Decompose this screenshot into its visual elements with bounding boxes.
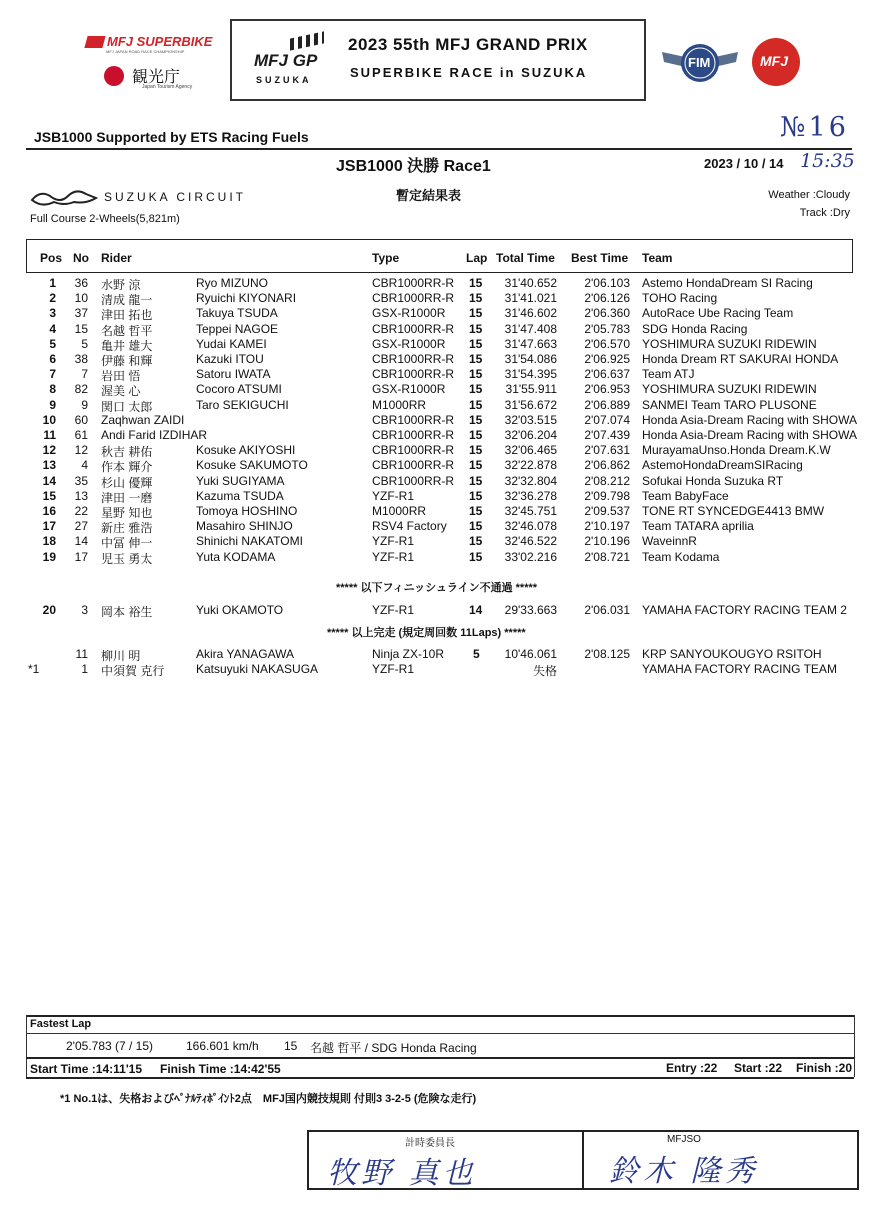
fastest-lap-speed: 166.601 km/h — [186, 1039, 259, 1053]
cell-rider-en: Taro SEKIGUCHI — [196, 397, 289, 412]
signature-divider — [582, 1132, 584, 1188]
cell-best-time: 2'06.360 — [584, 306, 630, 321]
cell-rider-en: Akira YANAGAWA — [196, 647, 295, 661]
cell-type: M1000RR — [372, 504, 427, 518]
cell-rider-en: Kazuki ITOU — [196, 352, 264, 366]
cell-type: CBR1000RR-R — [372, 291, 455, 306]
cell-team: WaveinnR — [642, 534, 697, 549]
col-type: Type — [372, 251, 400, 265]
cell-rider-jp: 岩田 悟 — [101, 369, 141, 384]
cell-rider-en: Masahiro SHINJO — [196, 519, 293, 534]
fastest-lap-top-rule — [26, 1015, 854, 1017]
cell-best-time: 2'06.925 — [584, 352, 630, 366]
cell-no: 37 — [74, 306, 88, 321]
cell-lap: 15 — [469, 549, 483, 564]
finish-time: Finish Time :14:42'55 — [160, 1062, 281, 1076]
cell-pos: 6 — [49, 352, 56, 366]
penalty-note: *1 No.1は、失格およびﾍﾟﾅﾙﾃｨﾎﾟｲﾝﾄ2点 MFJ国内競技規則 付則3 3-2-5 (危険な走行) — [60, 1093, 477, 1105]
cell-total-time: 31'41.021 — [504, 291, 557, 306]
cell-lap: 15 — [469, 473, 483, 488]
cell-total-time: 32'06.465 — [504, 443, 557, 458]
cell-best-time: 2'05.783 — [584, 321, 630, 336]
finish-count: Finish :20 — [796, 1061, 853, 1075]
cell-best-time: 2'07.074 — [584, 412, 630, 427]
cell-total-time: 32'03.515 — [504, 412, 557, 427]
cell-lap: 15 — [469, 276, 483, 290]
cell-pos: 12 — [42, 443, 56, 458]
cell-no: 4 — [81, 458, 88, 473]
cell-rider-en: Yuki SUGIYAMA — [196, 473, 285, 488]
col-total-time: Total Time — [496, 251, 555, 265]
cell-best-time: 2'06.953 — [584, 382, 630, 397]
cell-team: Honda Asia-Dream Racing with SHOWA — [642, 412, 857, 427]
cell-team: Team TATARA aprilia — [642, 519, 754, 534]
cell-team: YOSHIMURA SUZUKI RIDEWIN — [642, 336, 817, 351]
cell-team: YAMAHA FACTORY RACING TEAM — [642, 662, 837, 676]
cell-team: Team BabyFace — [642, 488, 729, 503]
cell-team: SANMEI Team TARO PLUSONE — [642, 397, 817, 412]
cell-lap: 15 — [469, 504, 483, 518]
cell-rider-en: Kosuke SAKUMOTO — [196, 458, 308, 473]
fastest-lap-time: 2'05.783 (7 / 15) — [66, 1039, 154, 1053]
course-info: Full Course 2-Wheels(5,821m) — [30, 213, 180, 225]
cell-rider-jp: 名越 哲平 — [101, 323, 153, 338]
cell-team: AstemoHondaDreamSIRacing — [642, 458, 803, 473]
cell-no: 9 — [81, 397, 88, 412]
cell-pos: 13 — [42, 458, 56, 473]
cell-lap: 15 — [469, 397, 483, 412]
cell-team: TONE RT SYNCEDGE4413 BMW — [642, 504, 825, 518]
cell-best-time: 2'06.637 — [584, 367, 630, 382]
cell-pos: 2 — [49, 291, 56, 306]
cell-rider-jp: 水野 涼 — [101, 278, 141, 292]
cell-lap: 15 — [469, 428, 483, 442]
cell-type: CBR1000RR-R — [372, 428, 455, 442]
cell-lap: 15 — [469, 291, 483, 306]
cell-type: YZF-R1 — [372, 549, 414, 564]
cell-rider-en: Yuki OKAMOTO — [196, 603, 284, 617]
summary-top-rule — [26, 1057, 854, 1059]
cell-rider-jp: 児玉 勇太 — [101, 551, 153, 566]
cell-lap: 15 — [469, 336, 483, 351]
cell-team: AutoRace Ube Racing Team — [642, 306, 794, 321]
col-rider: Rider — [101, 251, 132, 265]
race-title: JSB1000 決勝 Race1 — [336, 158, 491, 175]
cell-rider-jp: Andi Farid IZDIHAR — [101, 428, 208, 442]
cell-no: 36 — [74, 276, 88, 290]
cell-rider-jp: 渥美 心 — [101, 384, 141, 399]
timing-chief-label: 計時委員長 — [405, 1138, 455, 1149]
cell-mark: *1 — [28, 662, 40, 676]
cell-total-time: 31'47.408 — [504, 321, 557, 336]
cell-pos: 14 — [42, 473, 56, 488]
race-time-handwritten: 15:35 — [800, 150, 855, 172]
cell-rider-en: Cocoro ATSUMI — [196, 382, 282, 397]
cell-type: YZF-R1 — [372, 488, 414, 503]
cell-best-time: 2'10.197 — [584, 519, 630, 534]
cell-team: Honda Dream RT SAKURAI HONDA — [642, 352, 839, 366]
fastest-lap-no: 15 — [284, 1039, 298, 1053]
cell-no: 35 — [74, 473, 88, 488]
cell-type: CBR1000RR-R — [372, 473, 455, 488]
cell-type: RSV4 Factory — [372, 519, 447, 534]
cell-rider-en: Yuta KODAMA — [196, 549, 276, 564]
cell-pos: 3 — [49, 306, 56, 321]
cell-total-time: 33'02.216 — [504, 549, 557, 564]
cell-best-time: 2'07.439 — [584, 428, 630, 442]
cell-no: 11 — [75, 647, 88, 661]
circuit-outline-icon — [30, 188, 100, 208]
cell-type: Ninja ZX-10R — [372, 647, 445, 661]
cell-total-time: 32'36.278 — [504, 488, 557, 503]
cell-best-time: 2'06.570 — [584, 336, 630, 351]
cell-type: YZF-R1 — [372, 603, 414, 617]
cell-type: CBR1000RR-R — [372, 367, 455, 382]
cell-rider-en: Katsuyuki NAKASUGA — [196, 662, 319, 676]
results-subtitle: 暫定結果表 — [396, 188, 462, 203]
cell-pos: 7 — [49, 367, 56, 382]
cell-rider-jp: 伊藤 和輝 — [101, 354, 153, 368]
results-header-box — [26, 239, 853, 273]
cell-best-time: 2'08.721 — [584, 549, 630, 564]
race-date: 2023 / 10 / 14 — [704, 156, 784, 171]
mfj-logo: MFJ — [752, 38, 800, 86]
not-finished-separator: ***** 以下フィニッシュライン不通過 ***** — [336, 582, 538, 594]
cell-no: 3 — [81, 603, 88, 617]
cell-pos: 15 — [42, 488, 56, 503]
cell-rider-en: Kosuke AKIYOSHI — [196, 443, 296, 458]
cell-rider-jp: 関口 太郎 — [101, 399, 153, 414]
cell-pos: 10 — [42, 412, 56, 427]
cell-type: CBR1000RR-R — [372, 352, 455, 366]
cell-rider-en: Teppei NAGOE — [196, 321, 279, 336]
cell-lap: 15 — [469, 382, 483, 397]
cell-total-time: 31'55.911 — [505, 382, 557, 397]
cell-rider-jp: 津田 一磨 — [101, 490, 153, 505]
cell-rider-jp: 岡本 裕生 — [101, 605, 153, 619]
completed-separator: ***** 以上完走 (規定周回数 11Laps) ***** — [327, 627, 526, 639]
cell-type: M1000RR — [372, 397, 427, 412]
cell-no: 27 — [74, 519, 88, 534]
cell-best-time: 2'08.125 — [584, 647, 630, 661]
summary-bottom-rule — [26, 1077, 854, 1079]
cell-total-time: 31'56.672 — [504, 397, 557, 412]
mfj-gp-suzuka-logo: MFJ GP SUZUKA — [250, 35, 340, 90]
cell-type: CBR1000RR-R — [372, 443, 455, 458]
cell-type: GSX-R1000R — [372, 336, 446, 351]
suzuka-circuit-logo: SUZUKA CIRCUIT — [30, 186, 270, 210]
col-no: No — [73, 251, 89, 265]
cell-total-time: 32'06.204 — [504, 428, 557, 442]
cell-rider-jp: 杉山 優輝 — [101, 475, 153, 490]
cell-team: Astemo HondaDream SI Racing — [642, 276, 813, 290]
cell-team: MurayamaUnso.Honda Dream.K.W — [642, 443, 831, 458]
cell-rider-jp: Zaqhwan ZAIDI — [101, 412, 185, 427]
mfjso-label: MFJSO — [667, 1134, 701, 1145]
cell-lap: 15 — [469, 534, 483, 549]
cell-best-time: 2'06.126 — [584, 291, 630, 306]
cell-total-time: 32'32.804 — [504, 473, 557, 488]
fastest-lap-mid-rule — [26, 1033, 854, 1034]
cell-no: 82 — [74, 382, 88, 397]
cell-pos: 17 — [42, 519, 56, 534]
start-time: Start Time :14:11'15 — [30, 1062, 143, 1076]
cell-lap: 15 — [469, 458, 483, 473]
cell-pos: 20 — [42, 603, 56, 617]
cell-lap: 15 — [469, 488, 483, 503]
cell-rider-en: Shinichi NAKATOMI — [196, 534, 303, 549]
cell-type: YZF-R1 — [372, 662, 414, 676]
cell-team: Team ATJ — [642, 367, 695, 382]
superbike-flag-icon — [84, 36, 105, 48]
cell-rider-en: Satoru IWATA — [196, 367, 271, 382]
cell-total-time: 29'33.663 — [504, 603, 557, 617]
cell-rider-jp: 津田 拓也 — [101, 308, 153, 323]
cell-best-time: 2'06.103 — [584, 276, 630, 290]
cell-rider-en: Tomoya HOSHINO — [196, 504, 298, 518]
weather: Weather :Cloudy — [768, 189, 850, 201]
cell-lap: 15 — [469, 443, 483, 458]
cell-lap: 15 — [469, 321, 483, 336]
cell-rider-jp: 作本 輝介 — [101, 460, 153, 475]
fim-logo: FIM — [658, 38, 742, 88]
cell-total-time: 32'46.078 — [504, 519, 557, 534]
cell-no: 60 — [74, 412, 88, 427]
cell-rider-jp: 中冨 伸一 — [101, 536, 153, 551]
cell-team: YAMAHA FACTORY RACING TEAM 2 — [642, 603, 847, 617]
cell-no: 1 — [81, 662, 88, 676]
col-pos: Pos — [40, 251, 63, 265]
cell-lap: 15 — [469, 519, 483, 534]
cell-no: 17 — [74, 549, 88, 564]
mfjso-signature: 鈴木 隆秀 — [609, 1154, 759, 1189]
cell-no: 15 — [74, 321, 88, 336]
start-count: Start :22 — [734, 1061, 783, 1075]
mfj-superbike-logo: MFJ SUPERBIKE MFJ JAPAN ROAD RACE CHAMPIONSHIP — [86, 34, 228, 54]
cell-team: Honda Asia-Dream Racing with SHOWA — [642, 428, 857, 442]
fastest-lap-right-rule — [854, 1015, 855, 1077]
checkered-flag-icon — [290, 31, 324, 50]
event-banner: MFJ GP SUZUKA 2023 55th MFJ GRAND PRIX SUPERBIKE RACE in SUZUKA — [230, 19, 646, 101]
cell-rider-en: Takuya TSUDA — [196, 306, 278, 321]
cell-lap: 15 — [469, 306, 483, 321]
cell-type: YZF-R1 — [372, 534, 414, 549]
cell-rider-jp: 新庄 雅浩 — [101, 521, 153, 536]
cell-type: CBR1000RR-R — [372, 321, 455, 336]
cell-team: YOSHIMURA SUZUKI RIDEWIN — [642, 382, 817, 397]
cell-pos: 5 — [49, 336, 56, 351]
cell-no: 38 — [74, 352, 88, 366]
cell-team: Team Kodama — [642, 549, 720, 564]
cell-total-time: 31'40.652 — [504, 276, 557, 290]
cell-total-time: 31'54.086 — [504, 352, 557, 366]
cell-team: KRP SANYOUKOUGYO RSITOH — [642, 647, 822, 661]
cell-rider-jp: 柳川 明 — [101, 649, 141, 663]
cell-pos: 18 — [42, 534, 56, 549]
cell-no: 10 — [74, 291, 88, 306]
cell-total-time: 31'54.395 — [504, 367, 557, 382]
cell-team: SDG Honda Racing — [642, 321, 748, 336]
cell-lap: 15 — [469, 352, 483, 366]
cell-rider-en: Ryo MIZUNO — [196, 276, 268, 290]
cell-no: 22 — [74, 504, 88, 518]
col-best-time: Best Time — [571, 251, 629, 265]
tourism-agency-emblem-icon — [104, 66, 124, 86]
fastest-lap-label: Fastest Lap — [30, 1018, 92, 1030]
cell-team: Sofukai Honda Suzuka RT — [642, 473, 784, 488]
entry-count: Entry :22 — [666, 1061, 718, 1075]
cell-pos: 19 — [42, 549, 56, 564]
cell-total-time: 32'46.522 — [504, 534, 557, 549]
cell-team: TOHO Racing — [642, 291, 718, 306]
cell-type: CBR1000RR-R — [372, 458, 455, 473]
cell-type: CBR1000RR-R — [372, 412, 455, 427]
cell-no: 61 — [74, 428, 88, 442]
cell-total-time: 32'45.751 — [504, 504, 557, 518]
cell-best-time: 2'09.798 — [584, 488, 630, 503]
cell-rider-jp: 秋吉 耕佑 — [101, 445, 153, 460]
cell-rider-en: Ryuichi KIYONARI — [196, 291, 297, 306]
cell-total-time: 32'22.878 — [504, 458, 557, 473]
cell-type: GSX-R1000R — [372, 382, 446, 397]
cell-best-time: 2'08.212 — [584, 473, 630, 488]
class-title: JSB1000 Supported by ETS Racing Fuels — [34, 129, 309, 145]
fastest-lap-left-rule — [26, 1015, 27, 1077]
cell-rider-jp: 亀井 雄大 — [101, 338, 153, 353]
cell-no: 5 — [81, 336, 88, 351]
cell-rider-jp: 星野 知也 — [101, 506, 153, 520]
col-lap: Lap — [466, 251, 488, 265]
cell-lap: 15 — [469, 367, 483, 382]
document-number: №16 — [780, 112, 849, 143]
cell-pos: 8 — [49, 382, 56, 397]
fastest-lap-rider-team: 名越 哲平 / SDG Honda Racing — [310, 1041, 477, 1055]
cell-best-time: 2'09.537 — [584, 504, 630, 518]
signature-box — [307, 1130, 859, 1190]
timing-chief-signature: 牧野 真也 — [327, 1156, 477, 1191]
cell-pos: 1 — [49, 276, 56, 290]
cell-best-time: 2'06.031 — [584, 603, 630, 617]
cell-rider-jp: 中須賀 克行 — [101, 664, 165, 678]
cell-pos: 11 — [43, 428, 56, 442]
cell-rider-jp: 清成 龍一 — [101, 293, 153, 308]
cell-pos: 16 — [42, 504, 56, 518]
title-rule — [26, 148, 852, 150]
cell-rider-en: Yudai KAMEI — [196, 336, 267, 351]
cell-best-time: 2'10.196 — [584, 534, 630, 549]
cell-no: 7 — [81, 367, 88, 382]
cell-best-time: 2'06.889 — [584, 397, 630, 412]
cell-no: 12 — [74, 443, 88, 458]
cell-total-time: 失格 — [532, 664, 557, 678]
cell-pos: 9 — [49, 397, 56, 412]
cell-total-time: 10'46.061 — [504, 647, 557, 661]
cell-total-time: 31'47.663 — [504, 336, 557, 351]
col-team: Team — [642, 251, 673, 265]
cell-lap: 15 — [469, 412, 483, 427]
cell-no: 13 — [74, 488, 88, 503]
cell-rider-en: Kazuma TSUDA — [196, 488, 284, 503]
cell-best-time: 2'06.862 — [584, 458, 630, 473]
cell-best-time: 2'07.631 — [584, 443, 630, 458]
cell-lap: 5 — [473, 647, 480, 661]
cell-type: GSX-R1000R — [372, 306, 446, 321]
cell-lap: 14 — [469, 603, 483, 617]
cell-total-time: 31'46.602 — [504, 306, 557, 321]
cell-type: CBR1000RR-R — [372, 276, 455, 290]
track-condition: Track :Dry — [799, 207, 850, 219]
cell-no: 14 — [74, 534, 88, 549]
cell-pos: 4 — [49, 321, 56, 336]
